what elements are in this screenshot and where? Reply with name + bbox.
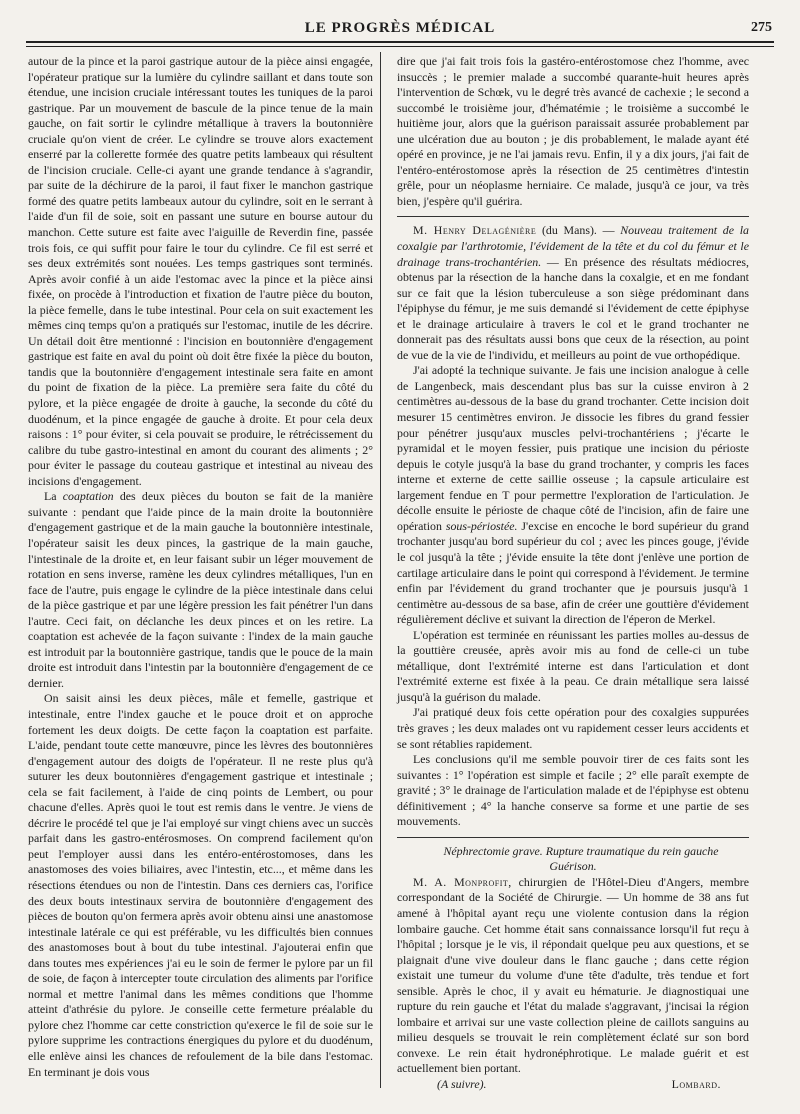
paragraph: J'ai adopté la technique suivante. Je fais une incision analogue à celle de Langenbeck, mais descendant plus bas sur la cuisse environ à 2 centimètres au-dessous de la base du grand trochanter. Cette incision doit mesurer 15 centimètres environ. Je dissocie les fibres du grand fessier pour pénétrer jusqu'aux muscles pelvi-trochantériens ; j'écarte le pyramidal et le moyen fessier, puis pratique une incision du périoste depuis le cotyle jusqu'à la base du grand trochanter, y compris les faces interne et externe de cette saillie osseuse ; la capsule articulaire est largement fendue en T pour permettre l'exploration de l'articulation. Je décolle ensuite le périoste de chaque côté de l'incision, afin de faire une opération sous-périostée. J'excise en encoche le bord supérieur du grand trochanter jusqu'au bord supérieur du col ; avec les pinces gouge, j'évide le col jusqu'à la tête ; j'évide ensuite la tête dont j'enlève une portion de cartilage articulaire dans le point qui correspond à l'évidement. Je termine enfin par l'évidement du grand trochanter que je poursuis jusqu'à 1 centimètre au-dessous de sa base, afin de créer une gouttière d'évidement régulièrement déclive et suivant la direction de l'éperon de Merkel. — [397, 363, 749, 627]
left-column — [28, 54, 373, 1080]
author-name: M. Henry Delagénière — [413, 223, 537, 238]
emphasis: sous-périostée. — [445, 518, 518, 533]
paragraph: J'ai pratiqué deux fois cette opération pour des coxalgies suppurées très graves ; les deux malades ont vu rapidement cesser leurs accidents et se sont rétablies rapidement. — [397, 705, 749, 751]
section-divider — [397, 216, 749, 217]
page-number: 275 — [751, 20, 772, 35]
section-divider — [397, 837, 749, 838]
emphasis: coaptation — [62, 489, 114, 504]
column-divider — [380, 52, 381, 1088]
paragraph: Les conclusions qu'il me semble pouvoir tirer de ces faits sont les suivantes : 1° l'opération est simple et facile ; 2° elle paraît exempte de gravité ; 3° le drainage de l'articulation malade et de l'épiphyse est obtenu définitivement ; 4° la hanche conserve sa forme et une partie de ses mouvements. — [397, 752, 749, 829]
running-header — [26, 20, 774, 42]
right-column — [397, 54, 749, 1093]
paragraph: L'opération est terminée en réunissant les parties molles au-dessus de la gouttière creusée, après avoir mis au fond de celle-ci un tube métallique, dont l'extrémité interne est dans l'articulation et dont l'extrémité externe est fixée à la peau. Ce drain métallique sera laissé jusqu'à la guérison du malade. — [397, 627, 749, 704]
continued-note: (A suivre). — [437, 1077, 487, 1091]
header-rule-thick — [26, 41, 774, 43]
paragraph: On saisit ainsi les deux pièces, mâle et femelle, gastrique et intestinale, entre l'index gauche et le pouce droit et on approche fortement les deux doigts. De cette façon la coaptation est parfaite. L'aide, pendant toute cette manœuvre, pince les lèvres des boutonnières d'engagement autour des doigts de l'opérateur. Il ne reste plus qu'à suturer les deux boutonnières d'engagement gastrique et intestinale ; cela se fait facilement, à l'aide de cinq points de Lembert, ou pour chacune d'elles. Après quoi le tout est remis dans le ventre. Je viens de décrire le procédé tel que je l'ai employé sur vingt chiens avec un succès parfait dans les gastro-entérosmoses. On comprend facilement qu'on peut l'employer aussi dans les entéro-entérostomoses, dans les anastomoses des voies biliaires, avec l'intestin, etc..., et même dans les résections étendues ou non de l'intestin. Dans ces derniers cas, l'orifice des deux bouts intestinaux servira de boutonnière d'engagement des pièces de bouton qu'on fermera après avoir obtenu ainsi une anastomose intestinale latérale ce qui est préférable, vu les difficultés bien connues des anastomoses bout à bout du tube intestinal. J'ajouterai enfin que dans toutes mes expériences j'ai eu le soin de fermer le pylore par un fil de soie, de façon à intercepter toute circulation des aliments par l'orifice normal et mettre l'animal dans les mêmes conditions que l'homme atteint d'athrésie du pylore. Je conseille cette fermeture préalable du pylore chez l'homme car cette constriction qu'exerce le fil de soie sur le pylore supprime les contractions énergiques du pylore et du duodénum, elle enlève ainsi les chances de refoulement de la bile dans l'estomac. En terminant je dois vous — [28, 691, 373, 1079]
paragraph: La coaptation des deux pièces du bouton se fait de la manière suivante : pendant que l'aide pince de la main droite la boutonnière d'engagement gastrique et de la main gauche la boutonnière intestinale, l'opérateur saisit les deux pinces, la gastrique de la main gauche, l'intestinale de la droite et, en leur faisant subir un léger mouvement de rotation en sens inverse, ramène les deux cylindres métalliques, l'un en face de l'autre, puis engage le cylindre de la pièce intestinale dans celui de la pièce gastrique et par une légère pression les fait pénétrer l'un dans l'autre. Ceci fait, on déclanche les deux pinces et on les retire. La coaptation est achevée de la façon suivante : l'index de la main gauche est introduit par la boutonnière gastrique, tandis que le pouce de la main droite est introduit dans l'intestin par la boutonnière d'engagement de ce dernier. — [28, 489, 373, 690]
communication-title: Nouveau traitement de la coxalgie par l'arthrotomie, l'évidement de la tête et du col du fémur et le drainage trans-trochantérien. — [397, 223, 749, 269]
journal-title: LE PROGRÈS MÉDICAL — [304, 20, 496, 36]
header-rule-thin — [26, 46, 774, 47]
signature-row — [397, 1077, 749, 1093]
section-title: Néphrectomie grave. Rupture traumatique du rein gauche Guérison. — [443, 843, 719, 874]
author-name: M. A. Monprofit, — [413, 874, 512, 889]
paragraph: M. Henry Delagénière (du Mans). — Nouveau traitement de la coxalgie par l'arthrotomie, l'évidement de la tête et du col du fémur et le drainage trans-trochantérien. — En présence des résultats médiocres, obtenus par la résection de la hanche dans la coxalgie, et en me fondant sur ce fait que la lésion tuberculeuse a son siège prédominant dans l'épiphyse du fémur, je me suis demandé si l'évidement de cette épiphyse et le drainage articulaire à travers le col et le grand trochanter ne donnerait pas des résultats aussi bons que ceux de la résection, au point de vue de la vie de l'individu, et meilleurs au point de vue orthopédique. — [397, 223, 749, 362]
paragraph: dire que j'ai fait trois fois la gastéro-entérostomose chez l'homme, avec insuccès ; le premier malade a succombé quarante-huit heures après l'intervention de Schœk, vu le degré très avancé de cachexie ; le second a succombé le troisième jour, d'hématémie ; le troisième a succombé le huitième jour, alors que la guérison paraissait assurée probablement par une ulcération due au bouton ; je dis probablement, le malade ayant été opéré en province, je ne l'ai jamais revu. Enfin, il y a dix jours, j'ai fait de l'entéro-entérostomose après la résection de 25 centimètres d'intestin grêle, pour un néoplasme herniaire. Ce malade, jusqu'à ce jour, va très bien, j'espère qu'il guérira. — [397, 54, 749, 208]
signature: Lombard. — [671, 1077, 721, 1091]
paragraph: M. A. Monprofit, chirurgien de l'Hôtel-Dieu d'Angers, membre correspondant de la Société de Chirurgie. — Un homme de 38 ans fut amené à l'hôpital ayant reçu une violente contusion dans la région lombaire gauche. Cet homme était sans connaissance lorsqu'il fut reçu à l'hôpital ; lorsque je le vis, il répondait quelque peu aux questions, et se plaignait d'une vive douleur dans le flanc gauche ; dans cette région existait une tumeur du volume d'une tête d'adulte, très tendue et fort sensible. Après le choc, il y avait eu hématurie. Je diagnostiquai une rupture du rein gauche et l'état du malade s'aggravant, j'incisai la région lombaire et arrivai sur une vaste collection pleine de caillots sanguins au milieu desquels se trouvait le rein complètement éclaté sur son bord convexe. Le rein était hydronéphrotique. Le malade guérit et est actuellement bien portant. — [397, 874, 750, 1076]
paragraph: autour de la pince et la paroi gastrique autour de la pièce ainsi engagée, l'opérateur pratique sur la lumière du cylindre saillant et dans toute son étendue, une incision cruciale intéressant toutes les tuniques de la paroi gastrique. Par un mouvement de bascule de la pince tenue de la main gauche, on fait sortir le cylindre métallique à travers la boutonnière cruciale qu'on vient de créer. Le cylindre se trouve alors exactement enserré par la collerette formée des quatre petits lambeaux qui résultent de l'incision cruciale. Celle-ci ayant une grande tendance à s'agrandir, par suite de la déchirure de la paroi, il faut fixer le manchon gastrique formé des quatre petits lambeaux autour du cylindre, soit en le serrant à l'aide d'un fil de soie, soit en passant une suture en bourse autour du manchon. Cette suture est faite avec l'aiguille de Reverdin fine, passée trois fois, ce qui suffit pour faire le tour du cylindre. Ce fil est serré et ses deux extrémités sont nouées. Les temps gastriques sont terminés. Après avoir confié à un aide l'estomac avec la pince et la pièce ainsi fixée, on procède à l'introduction et fixation de l'autre pièce du bouton, la pièce femelle, dans le tube intestinal. Pour cela on suit exactement les mêmes cinq temps qu'on a pratiqués sur l'estomac, inutile de les décrire. Un détail doit être mentionné : l'incision en boutonnière d'engagement gastrique est faite en aval du point où doit être fixée la pièce du bouton, tandis que la boutonnière d'engagement intestinale sera faite en amont du point de fixation de la pièce. La première sera faite du côté du pylore, et la pièce engagée de droite à gauche, la seconde du côté du duodénum, et la pince engagée de gauche à droite. Et pour cela deux raisons : 1° pour éviter, si cela pouvait se produire, le rétrécissement du calibre du tube gastro-intestinal en amont du courant des aliments ; 2° pour éviter le passage du couteau gastrique et intestinal au niveau des incisions d'engagement. — [28, 54, 373, 488]
